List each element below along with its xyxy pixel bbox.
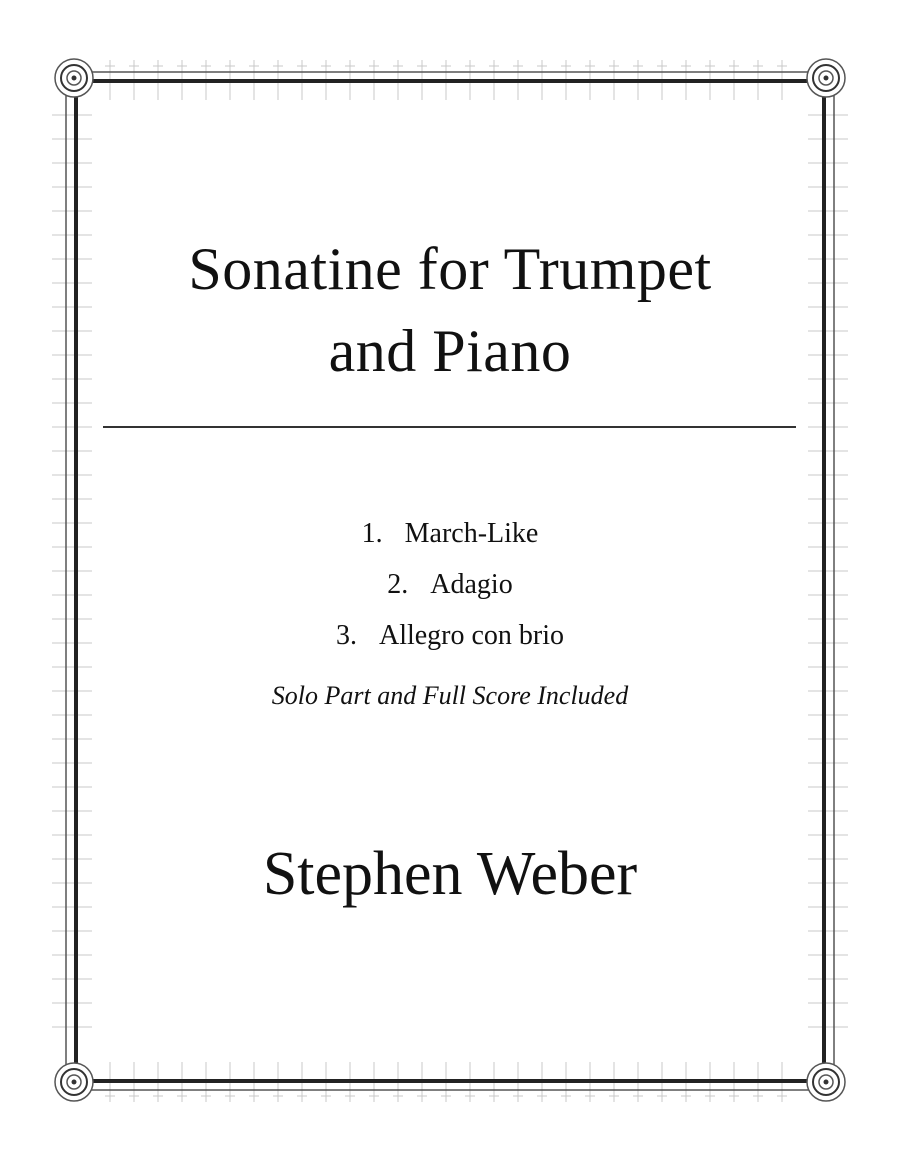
title-line-1: Sonatine for Trumpet xyxy=(188,236,712,302)
movement-name: Allegro con brio xyxy=(378,620,565,651)
list-item xyxy=(0,610,900,661)
movement-number: 3. xyxy=(335,620,357,651)
list-item xyxy=(0,508,900,559)
movement-number: 1. xyxy=(361,518,383,549)
movement-number: 2. xyxy=(387,569,409,600)
composer-name: Stephen Weber xyxy=(262,840,638,908)
corner-ornament-icon xyxy=(55,59,93,97)
corner-ornament-icon xyxy=(807,59,845,97)
page-title xyxy=(0,228,900,392)
edition-note: Solo Part and Full Score Included xyxy=(271,681,629,710)
title-line-2: and Piano xyxy=(328,318,572,384)
corner-ornament-icon xyxy=(55,1063,93,1101)
list-item xyxy=(0,559,900,610)
corner-ornament-icon xyxy=(807,1063,845,1101)
title-divider xyxy=(103,426,796,428)
movement-list xyxy=(0,508,900,661)
movement-name: March-Like xyxy=(404,518,539,549)
movement-name: Adagio xyxy=(430,569,513,600)
